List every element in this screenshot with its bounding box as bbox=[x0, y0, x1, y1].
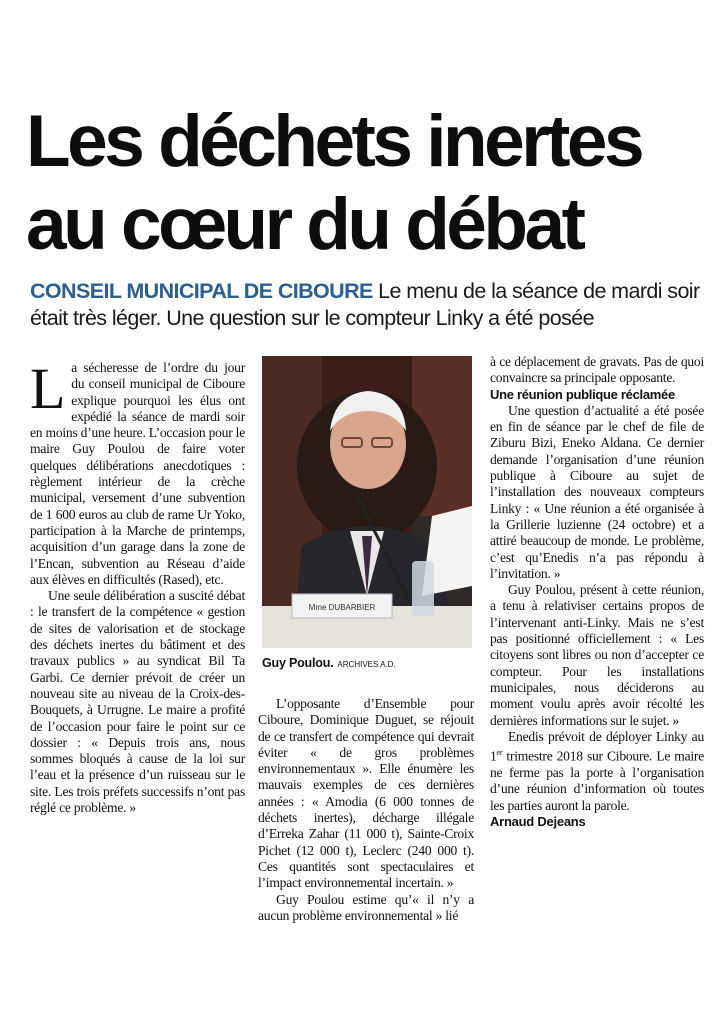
signature: Arnaud Dejeans bbox=[490, 813, 586, 829]
drop-cap: L bbox=[30, 356, 66, 421]
headline-line-1: Les déchets inertes bbox=[26, 101, 642, 182]
article-paragraph-4: Guy Poulou estime qu’« il n’y a aucun problème environnemental » lié bbox=[258, 891, 474, 923]
article-paragraph-4-continued: à ce déplacement de gravats. Pas de quoi convaincre sa principale opposante. bbox=[490, 354, 704, 386]
deck-kicker: CONSEIL MUNICIPAL DE CIBOURE bbox=[30, 279, 373, 303]
deck bbox=[30, 278, 710, 332]
headline-line-2: au cœur du débat bbox=[26, 184, 583, 265]
article-column-3 bbox=[490, 354, 704, 830]
headline bbox=[26, 100, 706, 266]
p7-before: Enedis prévoit de déployer Linky au 1 bbox=[490, 728, 704, 764]
p7-sup: er bbox=[496, 748, 503, 758]
article-paragraph-5: Une question d’actualité a été posée en fin de séance par le chef de file de Ziburu Bizi, Eneko Aldana. Ce dernier demande l’organisation d’une réunion publique à Ciboure au sujet de l’installation des nouveaux compteurs Linky : « Une réunion a été organisée à la Grillerie luzienne (24 octobre) et a attiré beaucoup de monde. Le problème, c’est qu’Enedis n’a pas répondu à l’invitation. » bbox=[490, 402, 704, 581]
article-paragraph-7 bbox=[490, 729, 704, 814]
article-paragraph-1-text: a sécheresse de l’ordre du jour du conseil municipal de Ciboure explique pourquoi les élus ont expédié la séance de mardi soir en moins d’une heure. L’occasion pour le maire Guy Poulou de faire voter quelques délibérations anecdotiques : règlement intérieur de la crèche municipal, versement d’une subvention de 1 600 euros au club de rame Ur Yoko, participation à la Marche de printemps, acquisition d’un garage dans la zone de l’Encan, subvention au Réseau d’aide aux élèves en difficultés (Rased), etc. bbox=[30, 360, 245, 587]
photo-illustration bbox=[262, 356, 472, 648]
article-paragraph-6: Guy Poulou, présent à cette réunion, a tenu à relativiser certains propos de l’intervenant anti-Linky. Mais ne s’est pas positionné officiellement : « Les citoyens sont libres ou non d’accepter ce compteur. Pour les installations municipales, nous déciderons au moment voulu après avoir récolté les dernières informations sur le sujet. » bbox=[490, 582, 704, 728]
photo-caption bbox=[262, 656, 472, 670]
caption-credit: ARCHIVES A.D. bbox=[337, 660, 396, 669]
article-paragraph-3: L’opposante d’Ensemble pour Ciboure, Dominique Duguet, se réjouit de ce transfert de compétence qui devrait éviter « de gros problèmes environnementaux ». Elle énumère les mauvais exemples de ces dernières années : « Amodia (6 000 tonnes de déchets inertes), décharge illégale d’Erreka Zahar (11 000 t), Sainte-Croix Pichet (12 000 t), Leclerc (240 000 t). Ces quantités sont spectaculaires et l’impact environnemental incertain. » bbox=[258, 696, 474, 891]
photo bbox=[262, 356, 472, 648]
caption-name: Guy Poulou. bbox=[262, 656, 334, 670]
p7-after: trimestre 2018 sur Ciboure. Le maire ne ferme pas la porte à l’organisation d’une réunion d’information où toutes les parties auront la parole. bbox=[490, 748, 704, 813]
article-column-2 bbox=[258, 696, 474, 924]
article-paragraph-1 bbox=[30, 356, 245, 588]
deck-text: Le menu de la séance de mardi soir était très léger. Une question sur le compteur Linky a été posée bbox=[30, 279, 700, 330]
article-paragraph-2: Une seule délibération a suscité débat : le transfert de la compétence « gestion de sites de valorisation et de stockage des déchets inertes du bâtiment et des travaux publics » au syndicat Bil Ta Garbi. Ce dernier prévoit de créer un nouveau site au niveau de la Croix-des-Bouquets, à Urrugne. Le maire a profité de l’occasion pour faire le point sur ce dossier : « Depuis trois ans, nous sommes bloqués à cause de la loi sur l’eau et la présence d’un ruisseau sur le site. Les trois préfets successifs n’ont pas réglé ce problème. » bbox=[30, 588, 245, 816]
nameplate-text: Mme DUBARBIER bbox=[308, 603, 376, 612]
subhead: Une réunion publique réclamée bbox=[490, 386, 675, 402]
article-column-1 bbox=[30, 356, 245, 920]
